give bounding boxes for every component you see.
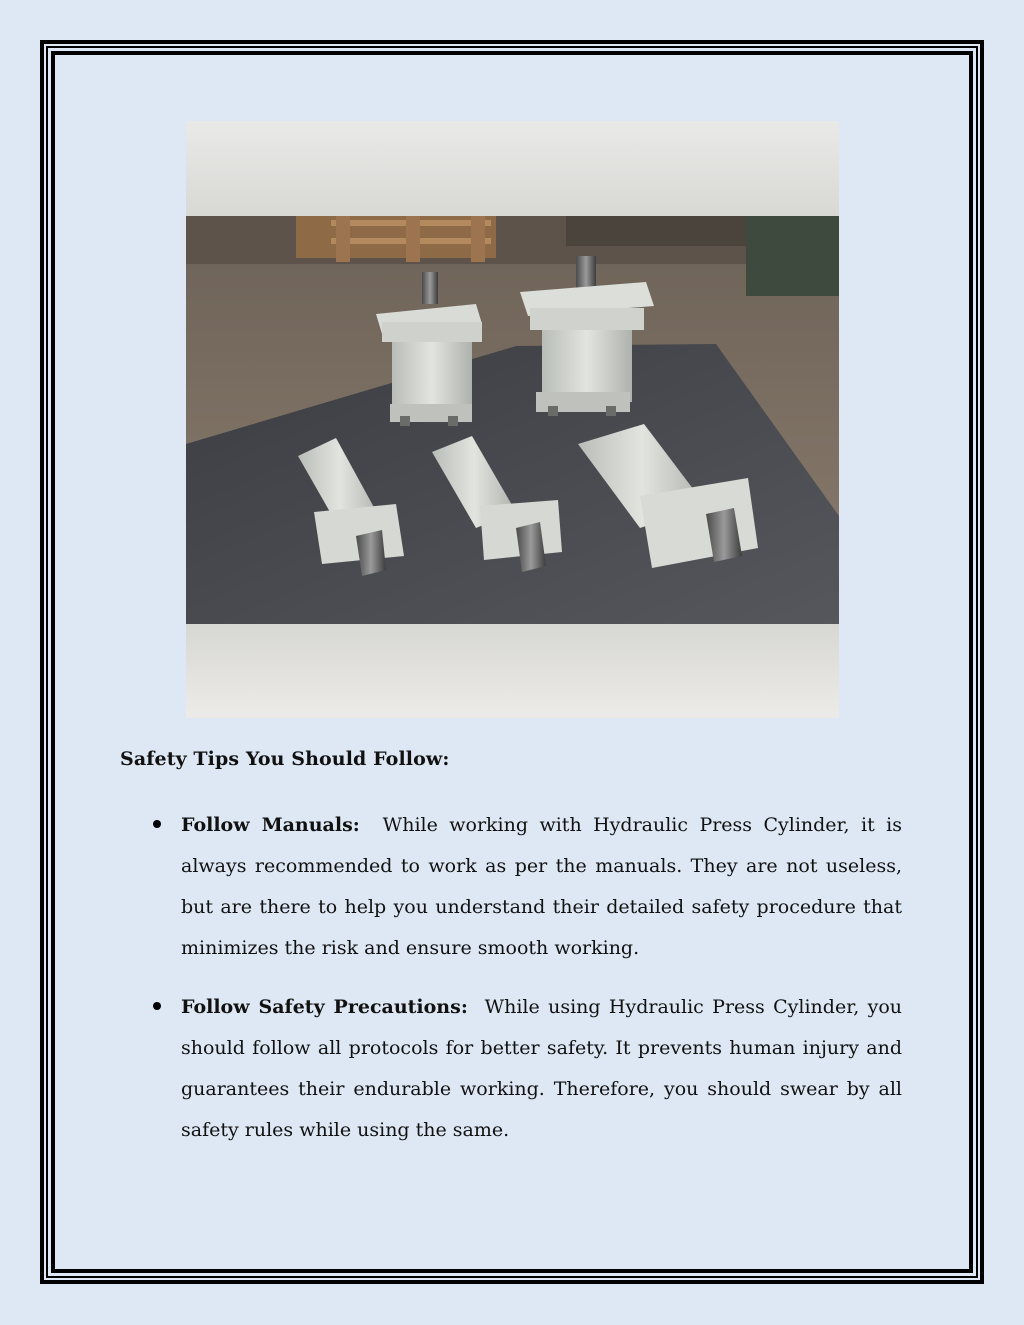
list-item-text <box>181 987 902 1151</box>
bullet-icon <box>153 820 161 828</box>
list-item-text <box>181 805 902 969</box>
photo-top-band <box>186 121 839 216</box>
hydraulic-cylinders-image <box>186 216 839 624</box>
list-item <box>140 987 902 1151</box>
bullet-icon <box>153 1002 161 1010</box>
photo-bottom-band <box>186 624 839 718</box>
list-item-title: Follow Manuals: <box>181 814 360 836</box>
list-item-title: Follow Safety Precautions: <box>181 996 468 1018</box>
list-item-body: While using Hydraulic Press Cylinder, you should follow all protocols for better safety. It prevents human injury and guarantees their endurable working. Therefore, you should swear by all safety rules while using the same. <box>181 996 902 1141</box>
product-photo <box>186 121 839 718</box>
list-item-body: While working with Hydraulic Press Cylinder, it is always recommended to work as per the manuals. They are not useless, but are there to help you understand their detailed safety procedure that minimizes the risk and ensure smooth working. <box>181 814 902 959</box>
list-item <box>140 805 902 969</box>
safety-tips-list <box>140 805 902 1169</box>
section-heading: Safety Tips You Should Follow: <box>120 748 450 770</box>
